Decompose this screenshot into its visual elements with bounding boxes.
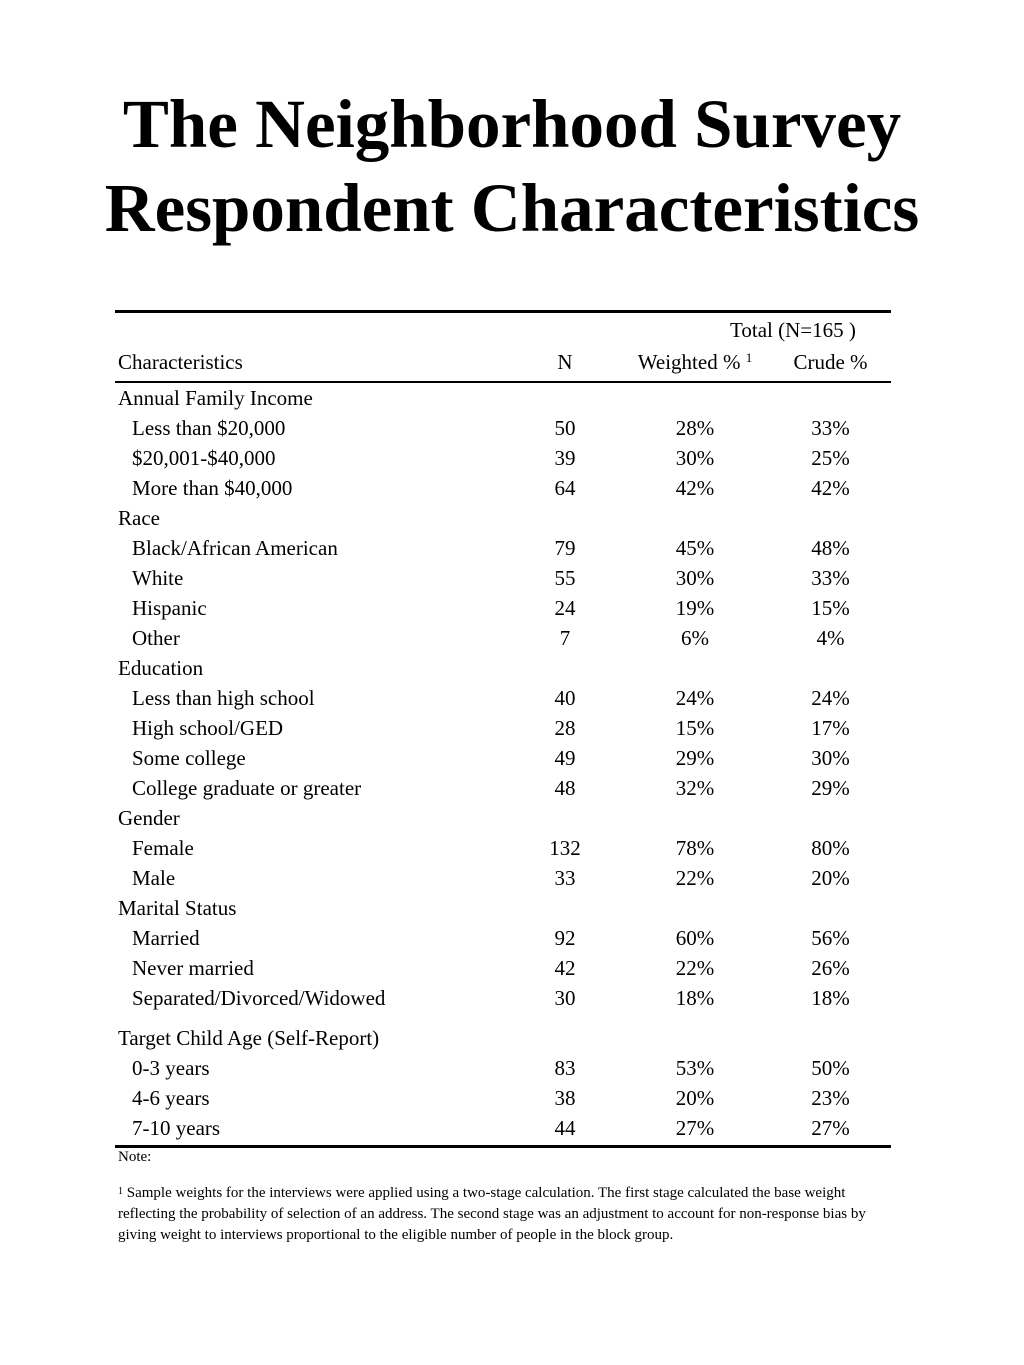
row-label: 0-3 years: [132, 1056, 210, 1080]
footnote-text: Sample weights for the interviews were applied using a two-stage calculation. The first stage calculated the base weight reflecting the probability of selection of an address. The second stage was an adjustment to account for non-response bias by giving weight to interviews proportional to the eligible number of people in the block group.: [118, 1185, 866, 1243]
table-body: [115, 382, 891, 1147]
cell-weighted: 45%: [675, 536, 715, 560]
footnote-marker: 1: [118, 1186, 123, 1197]
empty-cell: [620, 893, 770, 923]
cell-crude: 29%: [811, 776, 850, 800]
cell-weighted: 53%: [675, 1056, 715, 1080]
row-label: $20,001-$40,000: [132, 446, 276, 470]
table-row: [115, 473, 891, 503]
table-row: [115, 623, 891, 653]
column-header-row: [115, 345, 891, 382]
cell-crude: 56%: [811, 926, 850, 950]
empty-cell: [620, 503, 770, 533]
cell-n: 7: [559, 626, 571, 650]
cell-n: 40: [554, 686, 576, 710]
empty-cell: [770, 653, 891, 683]
characteristics-table-container: [115, 310, 891, 1148]
cell-n: 64: [554, 476, 576, 500]
cell-crude: 4%: [816, 626, 845, 650]
section-row: [115, 382, 891, 413]
row-label: 4-6 years: [132, 1086, 210, 1110]
section-label: Gender: [118, 806, 180, 830]
cell-weighted: 32%: [675, 776, 715, 800]
row-label: Some college: [132, 746, 246, 770]
cell-weighted: 42%: [675, 476, 715, 500]
empty-cell: [510, 803, 620, 833]
cell-weighted: 30%: [675, 566, 715, 590]
cell-crude: 24%: [811, 686, 850, 710]
table-row: [115, 563, 891, 593]
cell-weighted: 20%: [675, 1086, 715, 1110]
empty-cell: [620, 382, 770, 413]
section-label: Marital Status: [118, 896, 237, 920]
row-label: Hispanic: [132, 596, 207, 620]
table-row: [115, 923, 891, 953]
cell-crude: 27%: [770, 1113, 891, 1147]
table-row: [115, 533, 891, 563]
cell-n: 24: [554, 596, 576, 620]
footnote: [118, 1183, 898, 1246]
cell-weighted: 60%: [675, 926, 715, 950]
table-row: [115, 1083, 891, 1113]
empty-cell: [510, 503, 620, 533]
cell-weighted: 19%: [675, 596, 715, 620]
cell-crude: 25%: [811, 446, 850, 470]
row-label: Never married: [132, 956, 254, 980]
row-label: Black/African American: [132, 536, 338, 560]
section-label: Annual Family Income: [118, 386, 313, 410]
row-label: Other: [132, 626, 180, 650]
empty-cell: [510, 893, 620, 923]
empty-cell: [510, 382, 620, 413]
cell-crude: 42%: [811, 476, 850, 500]
cell-n: 50: [554, 416, 576, 440]
table-row: [115, 983, 891, 1013]
column-header-crude: Crude %: [770, 345, 891, 382]
weighted-footnote-marker: 1: [745, 350, 753, 365]
section-row: [115, 503, 891, 533]
table-row: [115, 1053, 891, 1083]
cell-crude: 15%: [811, 596, 850, 620]
section-label: Race: [118, 506, 160, 530]
cell-weighted: 29%: [675, 746, 715, 770]
row-label: White: [132, 566, 184, 590]
empty-cell: [770, 1013, 891, 1053]
empty-cell: [770, 893, 891, 923]
cell-crude: 26%: [811, 956, 850, 980]
cell-n: 42: [554, 956, 576, 980]
title-line-2: Respondent Characteristics: [104, 170, 920, 246]
cell-crude: 20%: [811, 866, 850, 890]
cell-n: 48: [554, 776, 576, 800]
cell-crude: 50%: [811, 1056, 850, 1080]
section-label: Target Child Age (Self-Report): [118, 1026, 380, 1050]
table-row: [115, 593, 891, 623]
empty-cell: [770, 803, 891, 833]
row-label: Male: [132, 866, 176, 890]
cell-crude: 33%: [811, 566, 850, 590]
table-row: [115, 413, 891, 443]
cell-n: 79: [554, 536, 576, 560]
cell-crude: 30%: [811, 746, 850, 770]
row-label: Less than high school: [132, 686, 315, 710]
table-row: [115, 443, 891, 473]
cell-crude: 18%: [811, 986, 850, 1010]
cell-n: 28: [554, 716, 576, 740]
table-row: [115, 863, 891, 893]
row-label: Less than $20,000: [132, 416, 286, 440]
empty-cell: [620, 653, 770, 683]
cell-crude: 33%: [811, 416, 850, 440]
cell-crude: 23%: [811, 1086, 850, 1110]
table-row: [115, 773, 891, 803]
cell-n: 92: [554, 926, 576, 950]
empty-cell: [770, 382, 891, 413]
row-label: Married: [132, 926, 200, 950]
cell-weighted: 18%: [675, 986, 715, 1010]
table-row: [115, 713, 891, 743]
empty-cell: [510, 1013, 620, 1053]
row-label: College graduate or greater: [132, 776, 362, 800]
cell-n: 39: [554, 446, 576, 470]
cell-n: 30: [554, 986, 576, 1010]
table-row: [115, 1113, 891, 1147]
table-row: [115, 953, 891, 983]
row-label: High school/GED: [132, 716, 284, 740]
section-row: [115, 893, 891, 923]
column-header-characteristics: Characteristics: [115, 345, 510, 382]
weighted-label: Weighted %: [637, 350, 741, 374]
section-row: [115, 653, 891, 683]
characteristics-table: [115, 310, 891, 1148]
column-header-weighted: [620, 345, 770, 382]
table-row: [115, 683, 891, 713]
cell-weighted: 15%: [675, 716, 715, 740]
row-label: 7-10 years: [115, 1113, 510, 1147]
cell-crude: 80%: [811, 836, 850, 860]
cell-weighted: 27%: [620, 1113, 770, 1147]
cell-weighted: 6%: [681, 626, 709, 650]
cell-n: 49: [554, 746, 576, 770]
note-label: Note:: [118, 1149, 152, 1165]
section-row: [115, 803, 891, 833]
cell-n: 55: [554, 566, 576, 590]
row-label: Separated/Divorced/Widowed: [132, 986, 386, 1010]
section-row: [115, 1013, 891, 1053]
cell-n: 132: [549, 836, 581, 860]
row-label: Female: [132, 836, 194, 860]
empty-cell: [620, 1013, 770, 1053]
cell-n: 38: [554, 1086, 576, 1110]
cell-crude: 17%: [811, 716, 850, 740]
group-header-total: Total (N=165 ): [730, 318, 856, 342]
cell-weighted: 78%: [675, 836, 715, 860]
row-label: More than $40,000: [132, 476, 293, 500]
cell-n: 83: [554, 1056, 576, 1080]
cell-weighted: 22%: [675, 956, 715, 980]
cell-crude: 48%: [811, 536, 850, 560]
cell-n: 44: [510, 1113, 620, 1147]
empty-cell: [510, 653, 620, 683]
column-header-n: N: [510, 345, 620, 382]
cell-weighted: 24%: [675, 686, 715, 710]
empty-cell: [770, 503, 891, 533]
section-label: Education: [118, 656, 204, 680]
table-row: [115, 743, 891, 773]
cell-weighted: 30%: [675, 446, 715, 470]
title-line-1: The Neighborhood Survey: [122, 86, 902, 162]
page-title: [0, 82, 1024, 250]
table-row: [115, 833, 891, 863]
group-header-row: [115, 312, 891, 346]
cell-weighted: 22%: [675, 866, 715, 890]
cell-weighted: 28%: [675, 416, 715, 440]
cell-n: 33: [554, 866, 576, 890]
empty-cell: [620, 803, 770, 833]
